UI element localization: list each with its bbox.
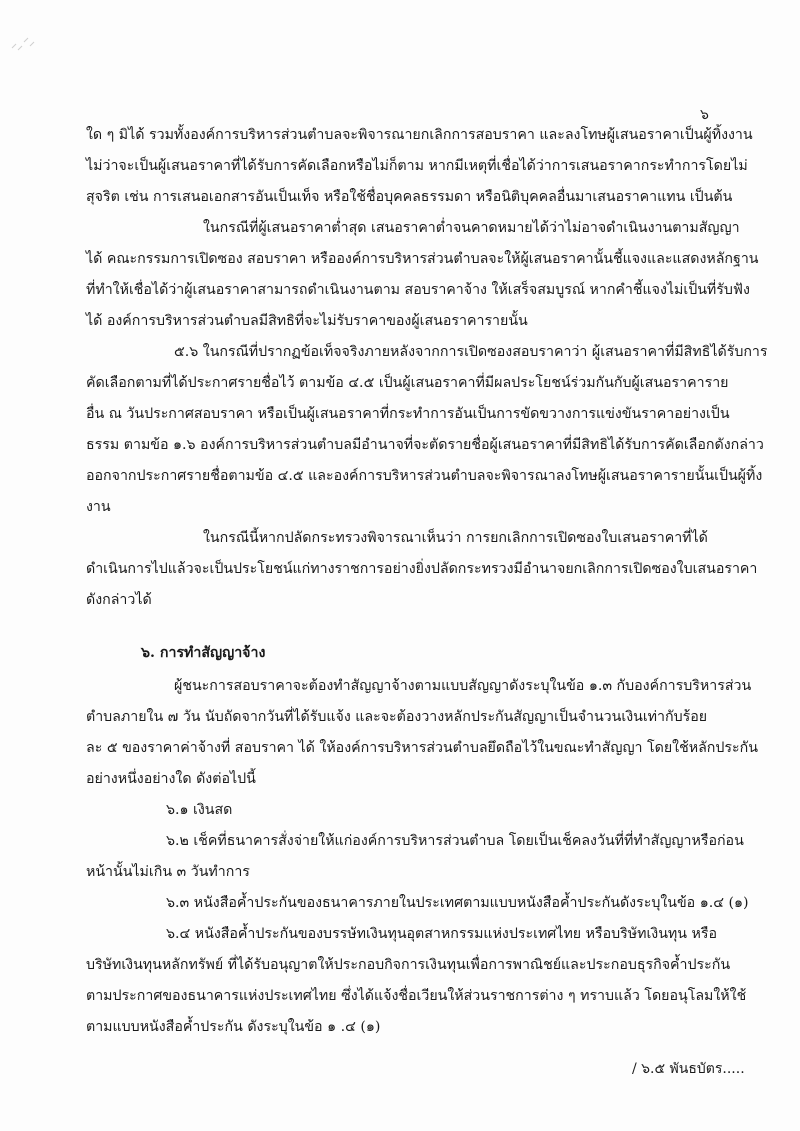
body-line: ๖.๒ เช็คที่ธนาคารสั่งจ่ายให้แก่องค์การบริหารส่วนตำบล โดยเป็นเช็คลงวันที่ที่ทำสัญญาหรือก่อน [166,833,744,849]
body-line: บริษัทเงินทุนหลักทรัพย์ ที่ได้รับอนุญาตให้ประกอบกิจการเงินทุนเพื่อการพาณิชย์และประกอบธุรกิจค้ำประกัน [86,957,731,973]
page-number: ๖ [700,107,709,123]
body-line: ได้ องค์การบริหารส่วนตำบลมีสิทธิที่จะไม่รับราคาของผู้เสนอราคารายนั้น [86,313,528,329]
body-line: สุจริต เช่น การเสนอเอกสารอันเป็นเท็จ หรือใช้ชื่อบุคคลธรรมดา หรือนิติบุคคลอื่นมาเสนอราคาแทน เป็นต้น [86,189,733,205]
body-line: ออกจากประกาศรายชื่อตามข้อ ๔.๕ และองค์การบริหารส่วนตำบลจะพิจารณาลงโทษผู้เสนอราคารายนั้นเป็นผู้ทิ้ง [86,468,763,484]
continuation-note: / ๖.๕ พันธบัตร..... [632,1061,745,1077]
body-line: ๖.๔ หนังสือค้ำประกันของบรรษัทเงินทุนอุตสาหกรรมแห่งประเทศไทย หรือบริษัทเงินทุน หรือ [166,926,717,942]
body-line: ธรรม ตามข้อ ๑.๖ องค์การบริหารส่วนตำบลมีอำนาจที่จะตัดรายชื่อผู้เสนอราคาที่มีสิทธิได้รับการคัดเลือกดังกล่าว [86,437,764,453]
body-line: ที่ทำให้เชื่อได้ว่าผู้เสนอราคาสามารถดำเนินงานตาม สอบราคาจ้าง ให้เสร็จสมบูรณ์ หากคำชี้แจงไม่เป็นที่รับฟัง [86,282,750,298]
body-line: ดังกล่าวได้ [86,592,152,608]
body-line: หน้านั้นไม่เกิน ๓ วันทำการ [86,864,250,880]
body-line: ๖.๑ เงินสด [166,802,233,818]
body-line: ดำเนินการไปแล้วจะเป็นประโยชน์แก่ทางราชการอย่างยิ่งปลัดกระทรวงมีอำนาจยกเลิกการเปิดซองใบเสนอราคา [86,561,758,577]
body-line: ไม่ว่าจะเป็นผู้เสนอราคาที่ได้รับการคัดเลือกหรือไม่ก็ตาม หากมีเหตุที่เชื่อได้ว่าการเสนอราคากระทำการโดยไม่ [86,158,748,174]
body-line: ผู้ชนะการสอบราคาจะต้องทำสัญญาจ้างตามแบบสัญญาดังระบุในข้อ ๑.๓ กับองค์การบริหารส่วน [174,678,752,694]
body-line: ในกรณีนี้หากปลัดกระทรวงพิจารณาเห็นว่า การยกเลิกการเปิดซองใบเสนอราคาที่ได้ [203,530,708,546]
body-line: คัดเลือกตามที่ได้ประกาศรายชื่อไว้ ตามข้อ ๔.๕ เป็นผู้เสนอราคาที่มีผลประโยชน์ร่วมกันกับผู้เสนอราคาราย [86,375,729,391]
body-line: ได้ คณะกรรมการเปิดซอง สอบราคา หรือองค์การบริหารส่วนตำบลจะให้ผู้เสนอราคานั้นชี้แจงและแสดงหลักฐาน [86,251,759,267]
body-line: ในกรณีที่ผู้เสนอราคาต่ำสุด เสนอราคาต่ำจนคาดหมายได้ว่าไม่อาจดำเนินงานตามสัญญา [203,220,740,236]
section-heading: ๖. การทำสัญญาจ้าง [141,645,266,661]
body-line: ๖.๓ หนังสือค้ำประกันของธนาคารภายในประเทศตามแบบหนังสือค้ำประกันดังระบุในข้อ ๑.๔ (๑) [166,895,749,911]
body-line: ๕.๖ ในกรณีที่ปรากฏข้อเท็จจริงภายหลังจากการเปิดซองสอบราคาว่า ผู้เสนอราคาที่มีสิทธิได้รับการ [174,344,768,360]
body-line: ละ ๕ ของราคาค่าจ้างที่ สอบราคา ได้ ให้องค์การบริหารส่วนตำบลยึดถือไว้ในขณะทำสัญญา โดยใช้หลักประกัน [86,740,758,756]
body-line: ใด ๆ มิได้ รวมทั้งองค์การบริหารส่วนตำบลจะพิจารณายกเลิกการสอบราคา และลงโทษผู้เสนอราคาเป็นผู้ทิ้งงาน [86,127,753,143]
body-line: อย่างหนึ่งอย่างใด ดังต่อไปนี้ [86,771,256,787]
body-line: ตามแบบหนังสือค้ำประกัน ดังระบุในข้อ ๑ .๔ (๑) [86,1019,381,1035]
body-line: งาน [86,499,111,515]
body-line: ตำบลภายใน ๗ วัน นับถัดจากวันที่ได้รับแจ้ง และจะต้องวางหลักประกันสัญญาเป็นจำนวนเงินเท่ากับร้อย [86,709,708,725]
body-line: อื่น ณ วันประกาศสอบราคา หรือเป็นผู้เสนอราคาที่กระทำการอันเป็นการขัดขวางการแข่งขันราคาอย่างเป็น [86,406,730,422]
scan-noise-mark [8,30,48,60]
body-line: ตามประกาศของธนาคารแห่งประเทศไทย ซึ่งได้แจ้งชื่อเวียนให้ส่วนราชการต่าง ๆ ทราบแล้ว โดยอนุโลมให้ใช้ [86,988,747,1004]
